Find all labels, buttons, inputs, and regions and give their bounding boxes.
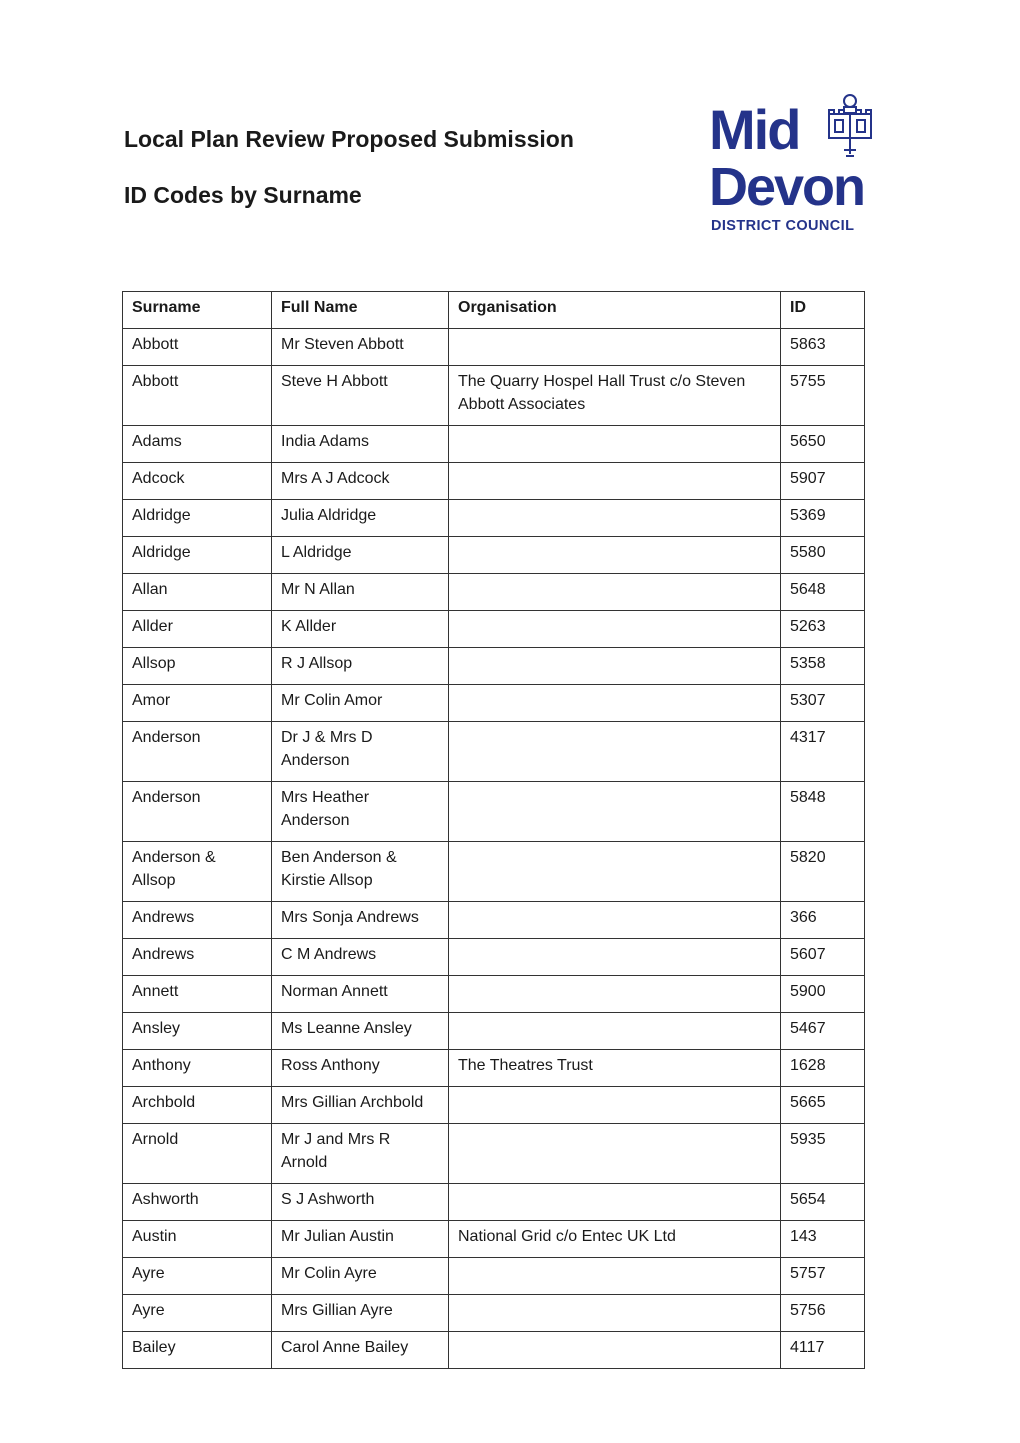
table-row bbox=[123, 842, 865, 902]
cell-organisation: National Grid c/o Entec UK Ltd bbox=[449, 1221, 781, 1258]
cell-full-name: Mr Colin Ayre bbox=[272, 1258, 449, 1295]
table-row bbox=[123, 1184, 865, 1221]
page-title: Local Plan Review Proposed Submission bbox=[124, 126, 574, 152]
cell-full-name: Ross Anthony bbox=[272, 1050, 449, 1087]
cell-id: 5665 bbox=[781, 1087, 865, 1124]
table-row bbox=[123, 902, 865, 939]
table-row bbox=[123, 1124, 865, 1184]
cell-organisation bbox=[449, 1332, 781, 1369]
cell-id: 5263 bbox=[781, 611, 865, 648]
cell-organisation bbox=[449, 1087, 781, 1124]
column-header-id: ID bbox=[781, 292, 865, 329]
cell-organisation: The Theatres Trust bbox=[449, 1050, 781, 1087]
cell-surname: Anthony bbox=[123, 1050, 272, 1087]
cell-surname: Adcock bbox=[123, 463, 272, 500]
cell-organisation bbox=[449, 1013, 781, 1050]
table-row bbox=[123, 574, 865, 611]
cell-full-name: K Allder bbox=[272, 611, 449, 648]
cell-id: 5358 bbox=[781, 648, 865, 685]
table-row bbox=[123, 976, 865, 1013]
cell-id: 5654 bbox=[781, 1184, 865, 1221]
cell-full-name: Mrs Heather Anderson bbox=[272, 782, 449, 842]
cell-surname: Adams bbox=[123, 426, 272, 463]
table-row bbox=[123, 722, 865, 782]
cell-surname: Annett bbox=[123, 976, 272, 1013]
cell-full-name: Mrs A J Adcock bbox=[272, 463, 449, 500]
cell-organisation bbox=[449, 537, 781, 574]
cell-full-name: Mrs Sonja Andrews bbox=[272, 902, 449, 939]
cell-surname: Andrews bbox=[123, 939, 272, 976]
cell-id: 5848 bbox=[781, 782, 865, 842]
cell-surname: Ashworth bbox=[123, 1184, 272, 1221]
cell-surname: Ayre bbox=[123, 1295, 272, 1332]
column-header-full-name: Full Name bbox=[272, 292, 449, 329]
table-row bbox=[123, 366, 865, 426]
cell-surname: Austin bbox=[123, 1221, 272, 1258]
table-row bbox=[123, 939, 865, 976]
cell-id: 5467 bbox=[781, 1013, 865, 1050]
crest-icon bbox=[824, 92, 876, 162]
cell-id: 5907 bbox=[781, 463, 865, 500]
cell-organisation bbox=[449, 939, 781, 976]
cell-organisation bbox=[449, 685, 781, 722]
cell-id: 4117 bbox=[781, 1332, 865, 1369]
cell-id: 5307 bbox=[781, 685, 865, 722]
cell-organisation bbox=[449, 1124, 781, 1184]
cell-full-name: C M Andrews bbox=[272, 939, 449, 976]
cell-organisation bbox=[449, 976, 781, 1013]
cell-full-name: India Adams bbox=[272, 426, 449, 463]
cell-surname: Allan bbox=[123, 574, 272, 611]
cell-full-name: Steve H Abbott bbox=[272, 366, 449, 426]
cell-organisation bbox=[449, 611, 781, 648]
cell-surname: Abbott bbox=[123, 329, 272, 366]
cell-full-name: Mr Colin Amor bbox=[272, 685, 449, 722]
table-row bbox=[123, 611, 865, 648]
cell-surname: Ayre bbox=[123, 1258, 272, 1295]
cell-organisation bbox=[449, 648, 781, 685]
table-row bbox=[123, 1050, 865, 1087]
cell-id: 5648 bbox=[781, 574, 865, 611]
cell-surname: Anderson & Allsop bbox=[123, 842, 272, 902]
cell-surname: Ansley bbox=[123, 1013, 272, 1050]
table-row bbox=[123, 1221, 865, 1258]
cell-organisation bbox=[449, 782, 781, 842]
table-row bbox=[123, 329, 865, 366]
cell-full-name: S J Ashworth bbox=[272, 1184, 449, 1221]
cell-surname: Andrews bbox=[123, 902, 272, 939]
logo-text-mid: Mid bbox=[709, 98, 800, 161]
table-row bbox=[123, 500, 865, 537]
cell-full-name: Carol Anne Bailey bbox=[272, 1332, 449, 1369]
cell-surname: Allsop bbox=[123, 648, 272, 685]
cell-organisation bbox=[449, 574, 781, 611]
table-row bbox=[123, 537, 865, 574]
cell-full-name: L Aldridge bbox=[272, 537, 449, 574]
table-row bbox=[123, 1295, 865, 1332]
table-row bbox=[123, 463, 865, 500]
cell-surname: Arnold bbox=[123, 1124, 272, 1184]
cell-full-name: Dr J & Mrs D Anderson bbox=[272, 722, 449, 782]
cell-surname: Bailey bbox=[123, 1332, 272, 1369]
cell-organisation bbox=[449, 902, 781, 939]
cell-surname: Aldridge bbox=[123, 500, 272, 537]
cell-organisation bbox=[449, 1295, 781, 1332]
table-row bbox=[123, 782, 865, 842]
cell-organisation bbox=[449, 842, 781, 902]
cell-id: 5900 bbox=[781, 976, 865, 1013]
table-row bbox=[123, 685, 865, 722]
page-subtitle: ID Codes by Surname bbox=[124, 182, 362, 208]
cell-id: 1628 bbox=[781, 1050, 865, 1087]
column-header-organisation: Organisation bbox=[449, 292, 781, 329]
cell-id: 5756 bbox=[781, 1295, 865, 1332]
cell-id: 5755 bbox=[781, 366, 865, 426]
cell-id: 5757 bbox=[781, 1258, 865, 1295]
table-row bbox=[123, 426, 865, 463]
table-row bbox=[123, 648, 865, 685]
cell-surname: Archbold bbox=[123, 1087, 272, 1124]
cell-full-name: Mrs Gillian Archbold bbox=[272, 1087, 449, 1124]
cell-surname: Amor bbox=[123, 685, 272, 722]
cell-full-name: Julia Aldridge bbox=[272, 500, 449, 537]
cell-full-name: Mr Steven Abbott bbox=[272, 329, 449, 366]
cell-organisation bbox=[449, 1258, 781, 1295]
cell-organisation bbox=[449, 426, 781, 463]
cell-surname: Anderson bbox=[123, 782, 272, 842]
cell-full-name: Mrs Gillian Ayre bbox=[272, 1295, 449, 1332]
table-row bbox=[123, 1013, 865, 1050]
cell-full-name: R J Allsop bbox=[272, 648, 449, 685]
logo-text-council: DISTRICT COUNCIL bbox=[711, 218, 855, 234]
cell-organisation bbox=[449, 500, 781, 537]
cell-id: 366 bbox=[781, 902, 865, 939]
cell-organisation bbox=[449, 463, 781, 500]
cell-full-name: Mr Julian Austin bbox=[272, 1221, 449, 1258]
column-header-surname: Surname bbox=[123, 292, 272, 329]
cell-full-name: Ben Anderson & Kirstie Allsop bbox=[272, 842, 449, 902]
cell-id: 5580 bbox=[781, 537, 865, 574]
logo-text-devon: Devon bbox=[709, 157, 865, 217]
cell-organisation bbox=[449, 329, 781, 366]
cell-surname: Anderson bbox=[123, 722, 272, 782]
cell-id: 5650 bbox=[781, 426, 865, 463]
table-row bbox=[123, 1258, 865, 1295]
cell-full-name: Ms Leanne Ansley bbox=[272, 1013, 449, 1050]
cell-id: 5607 bbox=[781, 939, 865, 976]
cell-organisation: The Quarry Hospel Hall Trust c/o Steven Abbott Associates bbox=[449, 366, 781, 426]
table-header-row bbox=[123, 292, 865, 329]
council-logo bbox=[706, 90, 892, 238]
cell-surname: Aldridge bbox=[123, 537, 272, 574]
cell-id: 5820 bbox=[781, 842, 865, 902]
cell-id: 143 bbox=[781, 1221, 865, 1258]
cell-id: 4317 bbox=[781, 722, 865, 782]
table-row bbox=[123, 1087, 865, 1124]
cell-full-name: Norman Annett bbox=[272, 976, 449, 1013]
cell-organisation bbox=[449, 1184, 781, 1221]
id-codes-table bbox=[122, 291, 865, 1369]
cell-id: 5863 bbox=[781, 329, 865, 366]
cell-full-name: Mr J and Mrs R Arnold bbox=[272, 1124, 449, 1184]
cell-full-name: Mr N Allan bbox=[272, 574, 449, 611]
cell-id: 5369 bbox=[781, 500, 865, 537]
cell-id: 5935 bbox=[781, 1124, 865, 1184]
cell-surname: Abbott bbox=[123, 366, 272, 426]
table-row bbox=[123, 1332, 865, 1369]
cell-surname: Allder bbox=[123, 611, 272, 648]
cell-organisation bbox=[449, 722, 781, 782]
